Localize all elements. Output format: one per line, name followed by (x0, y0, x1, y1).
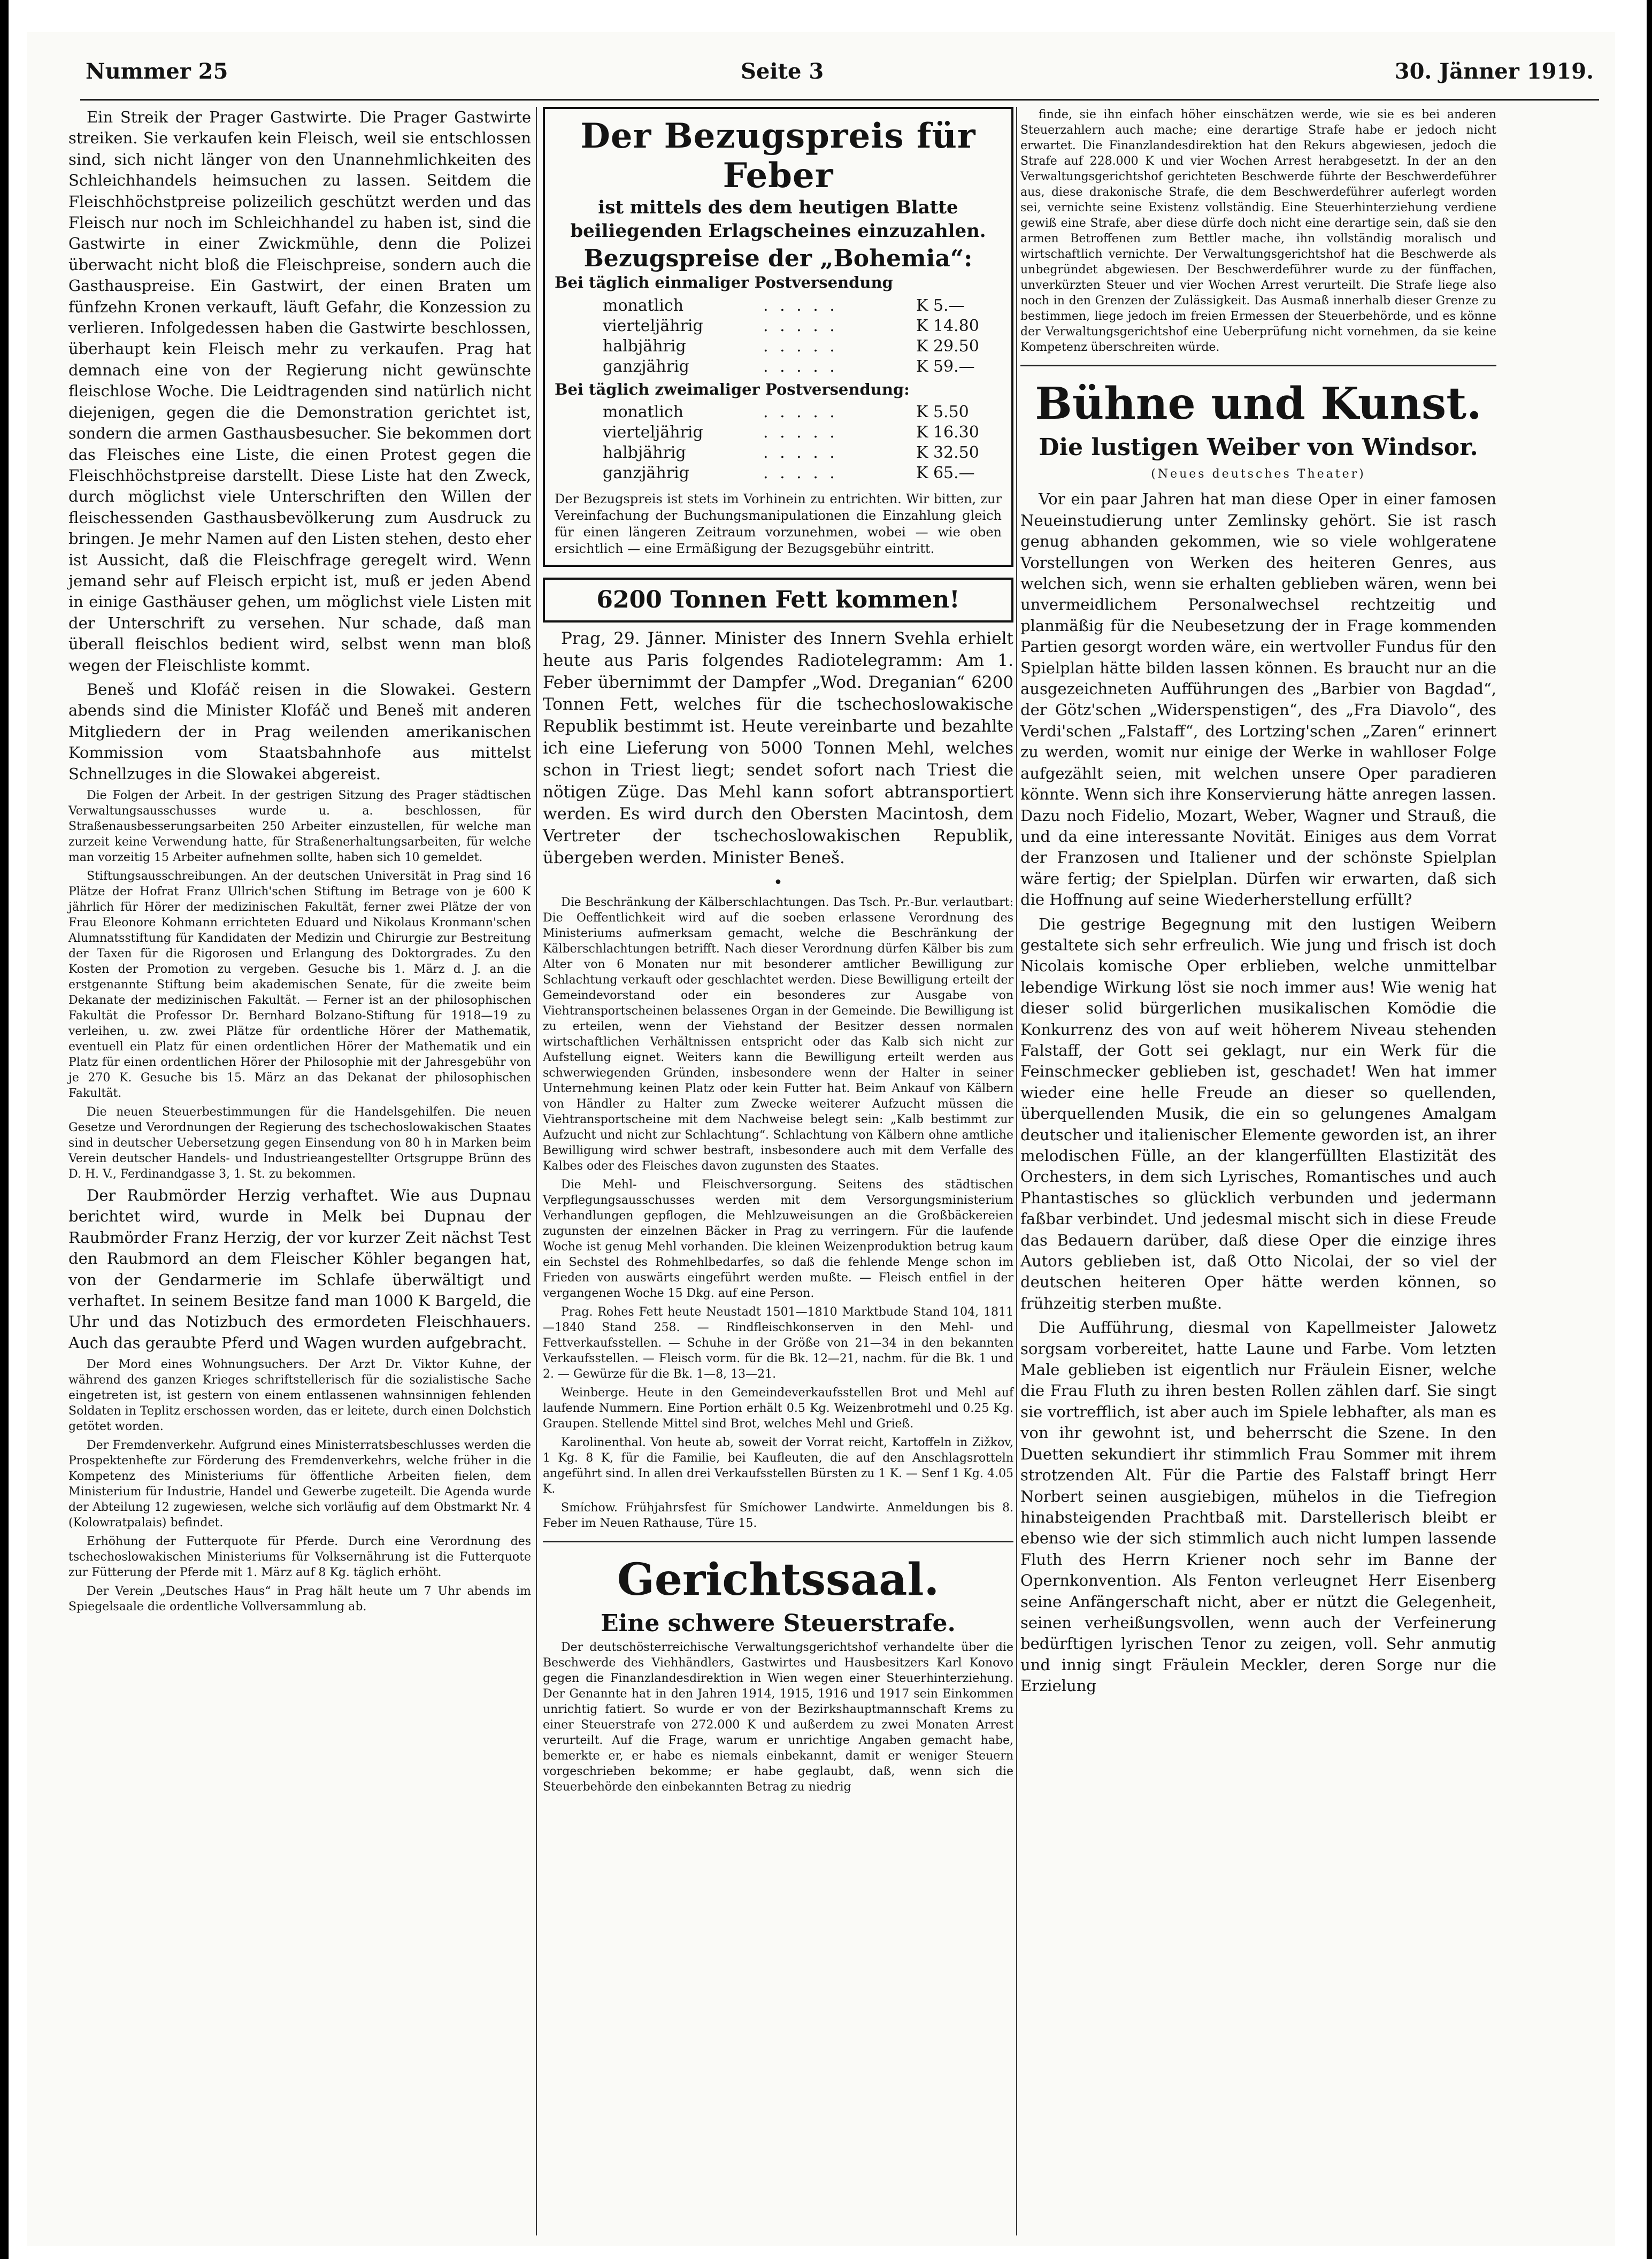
column-left (68, 107, 531, 1618)
review-paragraph: Die Aufführung, diesmal von Kapellmeister Jalowetz sorgsam vorbereitet, hatte Laune und Farbe. Vom letzten Male geblieben ist eigentlich nur Fräulein Eisner, welche die Frau Fluth zu ihren besten Rollen zählen darf. Sie singt sie vortrefflich, ist aber auch im Spiele lebhafter, als man es von ihr gewohnt ist, und beherrscht die Szene. In den Duetten sekundiert ihr stimmlich Frau Sommer mit ihrem strotzenden Alt. Für die Partie des Falstaff bringt Herr Norbert seinen ausgiebigen, mühelos in die Tiefregion hinabsteigenden Prachtbaß mit. Darstellerisch bleibt er ebenso wie der sich stimmlich auch nicht lumpen lassende Fluth des Herrn Kriener noch sehr im Banne der Opernkonvention. Als Fenton verleugnet Herr Eisenberg seine Anfängerschaft nicht, aber er nützt die Gelegenheit, seinen verheißungsvollen, wenn auch der Verfeinerung bedürftigen lyrischen Tenor zu zeigen, voll. Sehr anmutig und innig singt Fräulein Meckler, deren Sorge nur die Erzielung (1020, 1318, 1496, 1695)
subscription-title: Der Bezugspreis für Feber (580, 116, 976, 196)
article-slowakei: Beneš und Klofáč reisen in die Slowakei. Gestern abends sind die Minister Klofáč und Beneš mit anderen Mitgliedern der in Prag weilenden amerikanischen Kommission vom Staatsbahnhofe aus mittelst Schnellzuges in die Slowakei abgereist. (68, 680, 531, 783)
review-paragraph: Vor ein paar Jahren hat man diese Oper in einer famosen Neueinstudierung unter Zemlinsky gehört. Sie ist rasch genug abhanden gekommen, wie so viele wohlgeratene Vorstellungen von Werken des heiteren Genres, aus welchen sich, wenn sie erhalten geblieben wären, wenn bei unvermeidlichem Personalwechsel rechtzeitig und planmäßig für die Neubesetzung der in Frage kommenden Partien gesorgt worden wäre, ein wertvoller Fundus für den Spielplan hätte bilden lassen können. Es braucht nur an die ausgezeichneten Aufführungen des „Barbier von Bagdad“, der Götz'schen „Widerspenstigen“, des „Fra Diavolo“, des Verdi'schen „Falstaff“, des Lortzing'schen „Zaren“ erinnert zu werden, womit nur einige der Werke in wahlloser Folge aufgezählt seien, mit welchen unsere Oper paradieren könnte. Wenn sich ihre Konservierung hätte anregen lassen. Dazu noch Fidelio, Mozart, Weber, Wagner und Strauß, die und da eine interessante Novität. Einiges aus dem Vorrat der Franzosen und Italiener und der schönste Spielplan wäre fertig; der Spielplan. Dürfen wir erwarten, daß sich die Hoffnung auf seine Wiederherstellung erfüllt? (1020, 490, 1496, 909)
court-subtitle: Eine schwere Steuerstrafe. (601, 1609, 956, 1637)
scan-edge-right (1647, 0, 1652, 2259)
article-verein: Der Verein „Deutsches Haus“ in Prag hält heute um 7 Uhr abends im Spiegelsaale die ordentliche Vollversammlung ab. (68, 1585, 531, 1614)
fat-article: Prag, 29. Jänner. Minister des Innern Svehla erhielt heute aus Paris folgendes Radiotelegramm: Am 1. Feber übernimmt der Dampfer „Wod. Dreganian“ 6200 Tonnen Fett, welches für die tschechoslowakische Republik bestimmt ist. Heute vereinbarte und bezahlte ich eine Lieferung von 5000 Tonnen Mehl, welches schon in Triest liegt; sendet sofort nach Triest die nötigen Züge. Das Mehl kann sofort abtransportiert werden. Es wird durch den Obersten Macintosh, dem Vertreter der tschechoslowakischen Republik, übergeben werden. Minister Beneš. (543, 629, 1013, 868)
price-row: vierteljährig . . . . . K 14.80 (603, 316, 979, 335)
column-right (1020, 107, 1496, 1700)
article-raubmoerder: Der Raubmörder Herzig verhaftet. Wie aus Dupnau berichtet wird, wurde in Melk bei Dupnau der Raubmörder Franz Herzig, der vor kurzer Zeit nächst Test den Raubmord an dem Fleischer Köhler begangen hat, von der Gendarmerie im Schlafe überwältigt und verhaftet. In seinem Besitze fand man 1000 K Bargeld, die Uhr und das Notizbuch des ermordeten Fleischhauers. Auch das geraubte Pferd und Wagen wurden aufgebracht. (68, 1186, 531, 1352)
separator-dot: • (773, 873, 783, 893)
price-row: halbjährig . . . . . K 29.50 (603, 336, 979, 356)
theater-name: (Neues deutsches Theater) (1151, 467, 1366, 481)
column-divider (536, 107, 537, 2235)
column-divider (1016, 107, 1017, 2235)
article-stiftungen: Stiftungsausschreibungen. An der deutschen Universität in Prag sind 16 Plätze der Hofrat Franz Ullrich'schen Stiftung im Betrage von je 600 K jährlich für Hörer der medizinischen Fakultät, ferner zwei Plätze der von Frau Eleonore Kohmann errichteten Eduard und Nikolaus Kronmann'schen Alumnatsstiftung für Kandidaten der Medizin und Chirurgie zur Bestreitung der Taxen für die Rigorosen und Erlangung des Doktorgrades. Zu den Kosten der Promotion zu vergeben. Gesuche bis 1. März d. J. an die erstgenannte Stiftung beim akademischen Senate, für die zweite beim Dekanate der medizinischen Fakultät. — Ferner ist an der philosophischen Fakultät die Professor Dr. Bernhard Bolzano-Stiftung für 1918—19 zu verleihen, u. zw. zwei Plätze für ordentliche Hörer der Mathematik, eventuell ein Platz für einen ordentlichen Hörer der Mathematik und ein Platz für einen ordentlichen Hörer der Philosophie mit der Jahresgebühr von je 270 K. Gesuche bis 15. März an das Dekanat der philosophischen Fakultät. (68, 870, 531, 1100)
article-futterquote: Erhöhung der Futterquote für Pferde. Durch eine Verordnung des tschechoslowakischen Ministeriums für Volksernährung ist die Futterquote zur Fütterung der Pferde mit 1. März auf 8 Kg. täglich erhöht. (68, 1535, 531, 1580)
article-arbeit: Die Folgen der Arbeit. In der gestrigen Sitzung des Prager städtischen Verwaltungsausschusses wurde u. a. beschlossen, für Straßenausbesserungsarbeiten 250 Arbeiter einzustellen, für welche man zurzeit keine Verwendung hatte, für Straßenerhaltungsarbeiten, für welche man vorzeitig 15 Arbeiter aufnehmen sollte, haben sich 10 gemeldet. (68, 789, 531, 864)
article-weinberge: Weinberge. Heute in den Gemeindeverkaufsstellen Brot und Mehl auf laufende Nummern. Eine Portion erhält 0.5 Kg. Weizenbrotmehl und 0.25 Kg. Graupen. Stellende Mittel sind Brot, welches Mehl und Grieß. (543, 1386, 1013, 1431)
article-kaelber: Die Beschränkung der Kälberschlachtungen. Das Tsch. Pr.-Bur. verlautbart: Die Oeffentlichkeit wird auf die soeben erlassene Verordnung des Ministeriums aufmerksam gemacht, welche die Beschränkung der Kälberschlachtungen betrifft. Nach dieser Verordnung dürfen Kälber bis zum Alter von 6 Monaten nur mit besonderer amtlicher Bewilligung zur Schlachtung verkauft oder geschlachtet werden. Diese Bewilligung erteilt der Gemeindevorstand oder ein besonderes zur Ausgabe von Viehtransportscheinen belassenes Organ in der Gemeinde. Die Bewilligung ist zu erteilen, wenn der Viehstand der Besitzer dessen normalen wirtschaftlichen Verhältnissen entspricht oder das Kalb sich nicht zur Aufstellung eignet. Weiters kann die Bewilligung erteilt werden aus schwerwiegenden Gründen, insbesondere wenn der Halter in seiner Unternehmung keinen Platz oder kein Futter hat. Beim Ankauf von Kälbern von Händler zu Halter zum Zwecke weiterer Aufzucht müssen die Viehtransportscheine mit dem Nachweise belegt sein: „Kalb bestimmt zur Aufzucht und nicht zur Schlachtung“. Schlachtung von Kälbern ohne amtliche Bewilligung wird schwer bestraft, insbesondere auch mit dem Verfalle des Kalbes oder des Fleisches davon zugunsten des Staates. (543, 895, 1013, 1173)
issue-number: Nummer 25 (86, 59, 228, 84)
price-row: vierteljährig . . . . . K 16.30 (603, 423, 979, 442)
fat-headline: 6200 Tonnen Fett kommen! (596, 586, 960, 614)
price-row: monatlich . . . . . K 5.— (603, 296, 965, 315)
court-article-continued: finde, sie ihn einfach höher einschätzen werde, wie sie es bei anderen Steuerzahlern auch mache; eine derartige Strafe habe er jedoch nicht erwartet. Die Finanzlandesdirektion hat den Rekurs abgewiesen, jedoch die Strafe auf 228.000 K und vier Wochen Arrest herabgesetzt. In der an den Verwaltungsgerichtshof gerichteten Beschwerde führte der Beschwerdeführer aus, diese drakonische Strafe, die dem Beschwerdeführer auferlegt worden sei, vernichte seine Existenz vollständig. Eine Steuerhinterziehung verdiene gewiß eine Strafe, aber diese dürfe doch nicht eine derartige sein, daß sie den armen Betroffenen zum Bettler mache, ihn vollständig moralisch und wirtschaftlich vernichte. Der Verwaltungsgerichtshof hat die Beschwerde als unbegründet abgewiesen. Der Beschwerdeführer wurde zu der fünffachen, unverkürzten Steuer und vier Wochen Arrest verurteilt. Die Strafe liege also noch in den Grenzen der Zulässigkeit. Das Ausmaß innerhalb dieser Grenze zu bestimmen, liege jedoch im freien Ermessen der Steuerbehörde, und es könne der Verwaltungsgerichtshof eine Ueberprüfung nicht vornehmen, da sie keine Kompetenz überschreiten würde. (1020, 108, 1496, 354)
fat-headline-box (543, 578, 1013, 623)
price-row: ganzjährig . . . . . K 65.— (603, 464, 975, 483)
subscription-box (543, 107, 1013, 567)
section-rule (1020, 365, 1496, 366)
page-number: Seite 3 (741, 59, 824, 84)
article-smichow: Smíchow. Frühjahrsfest für Smíchower Landwirte. Anmeldungen bis 8. Feber im Neuen Rathause, Türe 15. (543, 1501, 1013, 1530)
header-rule (80, 99, 1599, 101)
once-title: Bei täglich einmaliger Postversendung (555, 273, 893, 292)
arts-section-title: Bühne und Kunst. (1035, 378, 1482, 429)
page-header (27, 59, 1615, 91)
court-section-title: Gerichtssaal. (617, 1554, 940, 1605)
price-row: monatlich . . . . . K 5.50 (603, 403, 969, 422)
article-fremdenverkehr: Der Fremdenverkehr. Aufgrund eines Ministerratsbeschlusses werden die Prospektenhefte zur Förderung des Fremdenverkehrs, welche früher in die Kompetenz des Ministeriums für öffentliche Arbeiten fielen, dem Ministerium für Industrie, Handel und Gewerbe zugeteilt. Die Agenda wurde der Abteilung 12 zugewiesen, welche sich vorläufig auf dem Obstmarkt Nr. 4 (Kolowratpalais) befindet. (68, 1439, 531, 1530)
arts-subtitle: Die lustigen Weiber von Windsor. (1039, 434, 1478, 461)
article-gastwirte: Ein Streik der Prager Gastwirte. Die Prager Gastwirte streiken. Sie verkaufen kein Fleisch, weil sie entschlossen sind, sich nicht länger von den Unannehmlichkeiten des Schleichhandels heimsuchen zu lassen. Seitdem die Fleischhöchstpreise polizeilich geschützt werden und das Fleisch nur noch im Schleichhandel zu haben ist, sind die Gastwirte in einer Zwickmühle, denn die Polizei überwacht nicht bloß die Fleischpreise, sondern auch die Gasthauspreise. Ein Gastwirt, der einen Braten um fünfzehn Kronen verkauft, läuft Gefahr, die Konzession zu verlieren. Infolgedessen haben die Gastwirte beschlossen, überhaupt kein Fleisch mehr zu verkaufen. Prag hat demnach eine von der Regierung nicht gewünschte fleischlose Woche. Die Leidtragenden sind natürlich nicht diejenigen, gegen die die Demonstration gerichtet ist, sondern die armen Gasthausbesucher. Sie bekommen dort das Fleisches eine Liste, die einen Protest gegen die Fleischhöchstpreise darstellt. Diese Liste hat den Zweck, durch möglichst viele Unterschriften den Willen der fleischessenden Gasthausbevölkerung zum Ausdruck zu bringen. Je mehr Namen auf den Listen stehen, desto eher ist Aussicht, daß die Fleischfrage geregelt wird. Wenn jemand sehr auf Fleisch erpicht ist, muß er jeden Abend in einige Gasthäuser gehen, um möglichst viele Listen mit der Unterschrift zu versehen. Nur schade, daß man überall fleischlos bedient wird, selbst wenn man bloß wegen der Fleischliste kommt. (68, 108, 531, 674)
column-middle (543, 107, 1013, 1798)
article-handelsgehilfen: Die neuen Steuerbestimmungen für die Handelsgehilfen. Die neuen Gesetze und Verordnungen der Regierung des tschechoslowakischen Staates sind in deutscher Uebersetzung gegen Einsendung von 80 h in Marken beim Verein deutscher Handels- und Industrieangestellter Ortsgruppe Brünn des D. H. V., Ferdinandgasse 3, 1. St. zu bekommen. (68, 1105, 531, 1181)
review-paragraph: Die gestrige Begegnung mit den lustigen Weibern gestaltete sich sehr erfreulich. Wie jung und frisch ist doch Nicolais komische Oper erblieben, welche unmittelbar lebendige Wirkung löst sie noch immer aus! Wie wenig hat dieser solid bürgerlichen musikalischen Komödie die Konkurrenz des von auf weit höherem Niveau stehenden Falstaff, der Gott sei geklagt, nur ein Werk für die Feinschmecker geblieben ist, geschadet! Wen hat immer wieder eine helle Freude an dieser so quellenden, überquellenden Musik, die ein so gelungenes Amalgam deutscher und italienischer Elemente geworden ist, an ihrer melodischen Fülle, an der klangerfüllten Elastizität des Orchesters, in dem sich Lyrisches, Romantisches und auch Phantastisches so glücklich verbunden und jedermann faßbar verbindet. Und jedesmal mischt sich in diese Freude das Bedauern darüber, daß diese Oper die einzige ihres Autors geblieben ist, daß Otto Nicolai, der so viel der deutschen heiteren Oper hätte werden können, so frühzeitig sterben mußte. (1020, 915, 1496, 1312)
twice-title: Bei täglich zweimaliger Postversendung: (555, 380, 910, 398)
court-article: Der deutschösterreichische Verwaltungsgerichtshof verhandelte über die Beschwerde des Viehhändlers, Gastwirtes und Hausbesitzers Karl Konovo gegen die Finanzlandesdirektion in Wien wegen einer Steuerhinterziehung. Der Genannte hat in den Jahren 1914, 1915, 1916 und 1917 sein Einkommen unrichtig fatiert. So wurde er von der Bezirkshauptmannschaft Krems zu einer Steuerstrafe von 272.000 K und außerdem zu zwei Monaten Arrest verurteilt. Auf die Frage, warum er unrichtige Angaben gemacht habe, bemerkte er, er habe es niemals einbekannt, damit er weniger Steuern vorgeschrieben bekomme; er habe geglaubt, daß, wenn sich die Steuerbehörde den einbekannten Betrag zu niedrig (543, 1640, 1013, 1794)
subscription-note: Der Bezugspreis ist stets im Vorhinein zu entrichten. Wir bitten, zur Vereinfachung der Buchungsmanipulationen die Einzahlung gleich für einen längeren Zeitraum vorzunehmen, wobei — wie oben ersichtlich — eine Ermäßigung der Bezugsgebühr eintritt. (555, 491, 1002, 557)
subscription-intro: ist mittels des dem heutigen Blatte beiliegenden Erlagscheines einzuzahlen. (570, 197, 986, 242)
prices-title: Bezugspreise der „Bohemia“: (583, 245, 973, 272)
price-row: ganzjährig . . . . . K 59.— (603, 357, 975, 376)
scan-edge-left (0, 0, 9, 2259)
article-mehl: Die Mehl- und Fleischversorgung. Seitens des städtischen Verpflegungsausschusses werden mit dem Versorgungsministerium Verhandlungen gepflogen, die Mehlzuweisungen an die Großbäckereien zugunsten der einzelnen Bäcker in Prag zu verringern. Für die laufende Woche ist genug Mehl vorhanden. Die kleinen Weizenproduktion betrug kaum ein Sechstel des Rohmehlbedarfes, so daß die fehlende Menge schon im Frieden von auswärts eingeführt werden mußte. — Fleisch entfiel in der vergangenen Woche 15 Dkg. auf eine Person. (543, 1178, 1013, 1300)
article-prag-fett: Prag. Rohes Fett heute Neustadt 1501—1810 Marktbude Stand 104, 1811—1840 Stand 258. — Rindfleischkonserven in den Mehl- und Fettverkaufsstellen. — Schuhe in der Größe von 21—34 in den bekannten Verkaufsstellen. — Fleisch vorm. für die Bk. 12—21, nachm. für die Bk. 1 und 2. — Gewürze für die Bk. 1—8, 13—21. (543, 1305, 1013, 1381)
newspaper-page (27, 32, 1615, 2246)
price-row: halbjährig . . . . . K 32.50 (603, 443, 979, 463)
section-rule (543, 1541, 1013, 1542)
article-karolinenthal: Karolinenthal. Von heute ab, soweit der Vorrat reicht, Kartoffeln in Zižkov, 1 Kg. 8 K, für die Familie, bei Kaufleuten, die auf den Anschlagsrotteln angeführt sind. In allen drei Verkaufsstellen Bürsten zu 1 K. — Senf 1 Kg. 4.05 K. (543, 1435, 1013, 1496)
article-mord: Der Mord eines Wohnungsuchers. Der Arzt Dr. Viktor Kuhne, der während des ganzen Krieges schriftstellerisch für die sozialistische Sache eingetreten ist, ist gestern von einem entlassenen wahnsinnigen fehlenden Soldaten in Teplitz erschossen worden, das er leitete, durch einen Dolchstich getötet worden. (68, 1358, 531, 1434)
issue-date: 30. Jänner 1919. (1394, 59, 1594, 84)
